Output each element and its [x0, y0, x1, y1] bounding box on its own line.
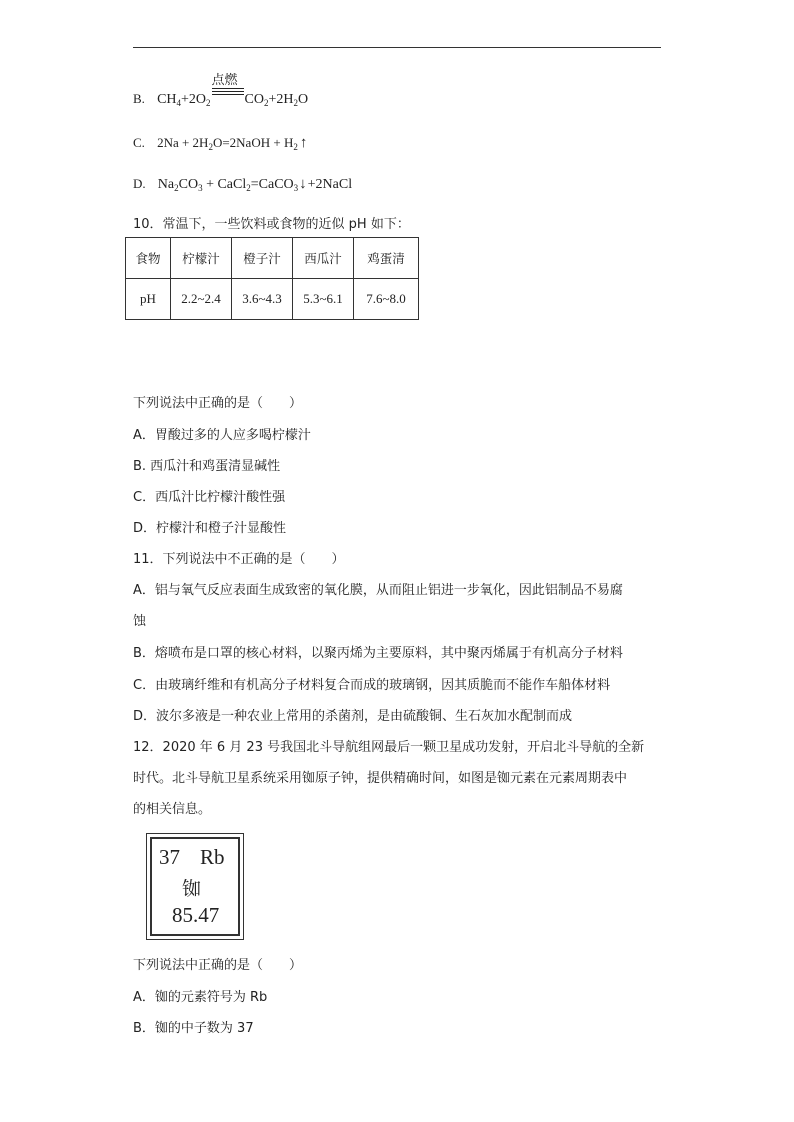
q9-option-d	[133, 176, 352, 193]
q9-option-d-label: D.	[133, 176, 146, 191]
table-cell: 5.3~6.1	[293, 279, 354, 320]
q12-stem-line1: 12．2020 年 6 月 23 号我国北斗导航组网最后一颗卫星成功发射，开启北斗导航的全新	[133, 740, 645, 755]
reaction-condition: 点燃	[211, 83, 245, 103]
table-cell: 柠檬汁	[171, 238, 232, 279]
q11-option-c: C．由玻璃纤维和有机高分子材料复合而成的玻璃钢，因其质脆而不能作车船体材料	[133, 678, 611, 693]
q10-prompt: 下列说法中正确的是（ ）	[133, 396, 303, 411]
ph-table	[125, 237, 419, 320]
gas-arrow-icon: ↑	[299, 135, 308, 151]
q10-option-d: D．柠檬汁和橙子汁显酸性	[133, 521, 287, 536]
q9-option-c-label: C.	[133, 135, 145, 150]
table-cell: 食物	[126, 238, 171, 279]
q9-option-b-equation: $CH_4+2O_2$ 点燃 $CO_2+2H_2O$	[157, 73, 309, 108]
q9-option-b-label: B.	[133, 91, 145, 106]
element-name: 铷	[182, 878, 202, 900]
q10-stem: 10．常温下，一些饮料或食物的近似 pH 如下：	[133, 217, 410, 232]
q12-prompt: 下列说法中正确的是（ ）	[133, 958, 303, 973]
q12-stem-line2: 时代。北斗导航卫星系统采用铷原子钟，提供精确时间，如图是铷元素在元素周期表中	[133, 771, 628, 786]
atomic-mass: 85.47	[172, 903, 220, 927]
table-cell: 橙子汁	[232, 238, 293, 279]
table-row	[126, 279, 419, 320]
q12-option-a: A．铷的元素符号为 Rb	[133, 990, 268, 1005]
header-rule	[133, 47, 661, 48]
q10-option-b: B. 西瓜汁和鸡蛋清显碱性	[133, 459, 281, 474]
q9-option-b	[133, 73, 309, 108]
table-cell: 西瓜汁	[293, 238, 354, 279]
table-cell: 7.6~8.0	[354, 279, 419, 320]
table-header-row	[126, 238, 419, 279]
q11-option-a: A．铝与氧气反应表面生成致密的氧化膜，从而阻止铝进一步氧化，因此铝制品不易腐	[133, 583, 623, 598]
table-cell: 3.6~4.3	[232, 279, 293, 320]
periodic-element-card	[150, 837, 240, 936]
q10-option-a: A．胃酸过多的人应多喝柠檬汁	[133, 428, 311, 443]
element-symbol: Rb	[200, 845, 225, 869]
q12-option-b: B．铷的中子数为 37	[133, 1021, 254, 1036]
q12-stem-line3: 的相关信息。	[133, 802, 212, 817]
q9-option-c	[133, 135, 307, 152]
table-cell: 鸡蛋清	[354, 238, 419, 279]
precipitate-arrow-icon: ↓	[299, 176, 307, 192]
q9-option-d-equation: $Na_2CO_3$ + CaCl$_2$=CaCO$_3$↓+2NaCl	[157, 176, 353, 193]
q10-option-c: C．西瓜汁比柠檬汁酸性强	[133, 490, 286, 505]
q9-option-c-equation: $2Na + 2H_2O=2NaOH + H_2$ ↑	[157, 135, 308, 152]
atomic-number: 37	[159, 845, 180, 869]
q11-stem: 11．下列说法中不正确的是（ ）	[133, 552, 345, 567]
q11-option-a-cont: 蚀	[133, 614, 147, 629]
q11-option-d: D．波尔多液是一种农业上常用的杀菌剂，是由硫酸铜、生石灰加水配制而成	[133, 709, 573, 724]
table-cell: 2.2~2.4	[171, 279, 232, 320]
table-cell: pH	[126, 279, 171, 320]
q11-option-b: B．熔喷布是口罩的核心材料，以聚丙烯为主要原料，其中聚丙烯属于有机高分子材料	[133, 646, 623, 661]
